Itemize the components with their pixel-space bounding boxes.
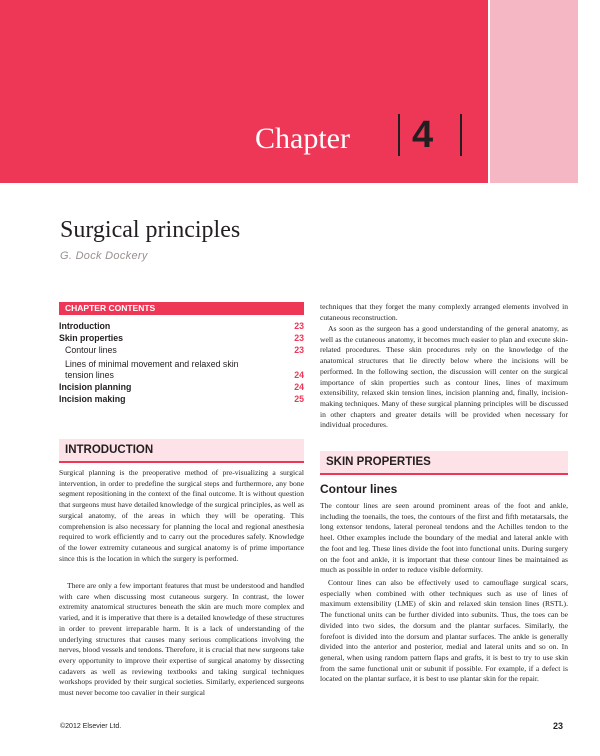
- toc-label: Introduction: [59, 321, 111, 331]
- introduction-paragraph-1: Surgical planning is the preoperative method of pre-visualizing a surgical intervention, in order to predefine the surgical steps and furthermore, any bone segment repositioning in the context of the final outcome. It is without question that surgeons must have detailed knowledge of the surgical principles, as well as surgical anatomy, of the areas in which they will be operating. This comprehension is also necessary for planning the local and regional anesthesia required to work efficiently and to carry out the procedures safely. Knowledge of the lower extremity cutaneous and surgical anatomy is of prime importance since this is the location in which the surgery is performed.: [59, 468, 304, 563]
- toc-page: 25: [294, 394, 304, 404]
- contour-lines-subheading: Contour lines: [320, 482, 398, 496]
- toc-label: Skin properties: [59, 333, 124, 343]
- right-paragraph-2: As soon as the surgeon has a good understanding of the general anatomy, as well as the cutaneous anatomy, it becomes much easier to plan and execute skin-related procedures. These skin procedures rely on the knowledge of the anatomical structures that lie directly below where the incisions will be performed. In the following section, the discussion will center on the surgical importance of skin properties such as contour lines, lines of maximum extensibility, relaxed skin tension lines, incision planning and, finally, incision-making techniques. Many of these surgical planning principles will be discussed in other chapters and greater details will be provided when necessary for individual procedures.: [320, 324, 568, 430]
- right-paragraph-1: techniques that they forget the many complexly arranged elements involved in cutaneous reconstruction.: [320, 302, 568, 322]
- toc-item-lines-minimal-movement[interactable]: [59, 356, 304, 381]
- chapter-title: Surgical principles: [60, 217, 241, 243]
- chapter-contents-heading: CHAPTER CONTENTS: [59, 302, 304, 315]
- toc-label: Contour lines: [65, 345, 117, 355]
- chapter-number: 4: [412, 114, 434, 156]
- skin-properties-heading: SKIN PROPERTIES: [320, 451, 568, 475]
- toc-item-incision-planning[interactable]: [59, 381, 304, 393]
- toc-page: 24: [294, 382, 304, 392]
- toc-label: Incision making: [59, 394, 126, 404]
- page-number: 23: [553, 721, 564, 731]
- toc-item-incision-making[interactable]: [59, 393, 304, 405]
- toc-label: Incision planning: [59, 382, 132, 392]
- toc-item-contour-lines[interactable]: [59, 344, 304, 356]
- chapter-label: Chapter: [255, 122, 350, 155]
- toc-page: 24: [294, 370, 304, 380]
- introduction-paragraph-2: There are only a few important features that must be understood and handled with care when discussing most cutaneous surgery. In contrast, the lower extremity anatomical structures beneath the skin are much more complex and varied, and it is imperative that there is a detailed knowledge of these structures in order to prevent irreparable harm. It is a lack of understanding of the underlying structures that causes many serious complications involving the nerves, blood vessels and tendons. Therefore, it is crucial that new surgeons take every opportunity to improve their expertise of surgical anatomy by dissecting cadavers as well as reviewing textbooks and taking surgical techniques workshops provided by their surgical societies. Similarly, experienced surgeons must never become too cavalier in their surgical: [59, 581, 304, 698]
- toc-page: 23: [294, 333, 304, 343]
- toc-page: 23: [294, 321, 304, 331]
- skin-properties-paragraph-1: The contour lines are seen around prominent areas of the foot and ankle, including the toenails, the toes, the contours of the first and fifth metatarsals, the long extensor tendons, lateral peroneal tendons and the Achilles tendon to the heel. Other examples include the boundary of the medial and lateral ankle with the foot and leg. These lines divide the foot into functional units. During surgery on the foot and ankle, it is important that these contour lines be maintained as much as possible in order to reduce visible deformity.: [320, 501, 568, 575]
- chapter-banner: [0, 0, 578, 183]
- copyright: ©2012 Elsevier Ltd.: [60, 723, 122, 730]
- toc-page: 23: [294, 345, 304, 355]
- introduction-heading: INTRODUCTION: [59, 439, 304, 463]
- chapter-contents-box: [59, 302, 304, 405]
- chapter-number-bar-right: [460, 114, 462, 156]
- toc-label: Lines of minimal movement and relaxed skin tension lines: [65, 359, 239, 380]
- toc-item-skin-properties[interactable]: [59, 332, 304, 344]
- chapter-number-bar-left: [398, 114, 400, 156]
- skin-properties-paragraph-2: Contour lines can also be effectively used to camouflage surgical scars, especially when combined with other techniques such as use of lines of maximum extensibility (LME) of skin and relaxed skin tension lines (RSTL). The functional units can be further divided into subunits. Thus, the toes can be divided into two sides, the dorsum and the plantar surfaces. Similarly, the forefoot is divided into the dorsum and plantar surfaces. The ankle is generally divided into the anterior and posterior, medial and lateral units and so on. In general, when using random pattern flaps and grafts, it is best to try to use skin from the same functional unit or subunit if possible. For example, if a defect is located on the plantar surface, it is best to use plantar skin for the repair.: [320, 578, 568, 684]
- table-of-contents: [59, 320, 304, 405]
- banner-side-block: [490, 0, 578, 183]
- toc-item-introduction[interactable]: [59, 320, 304, 332]
- author: G. Dock Dockery: [60, 250, 148, 262]
